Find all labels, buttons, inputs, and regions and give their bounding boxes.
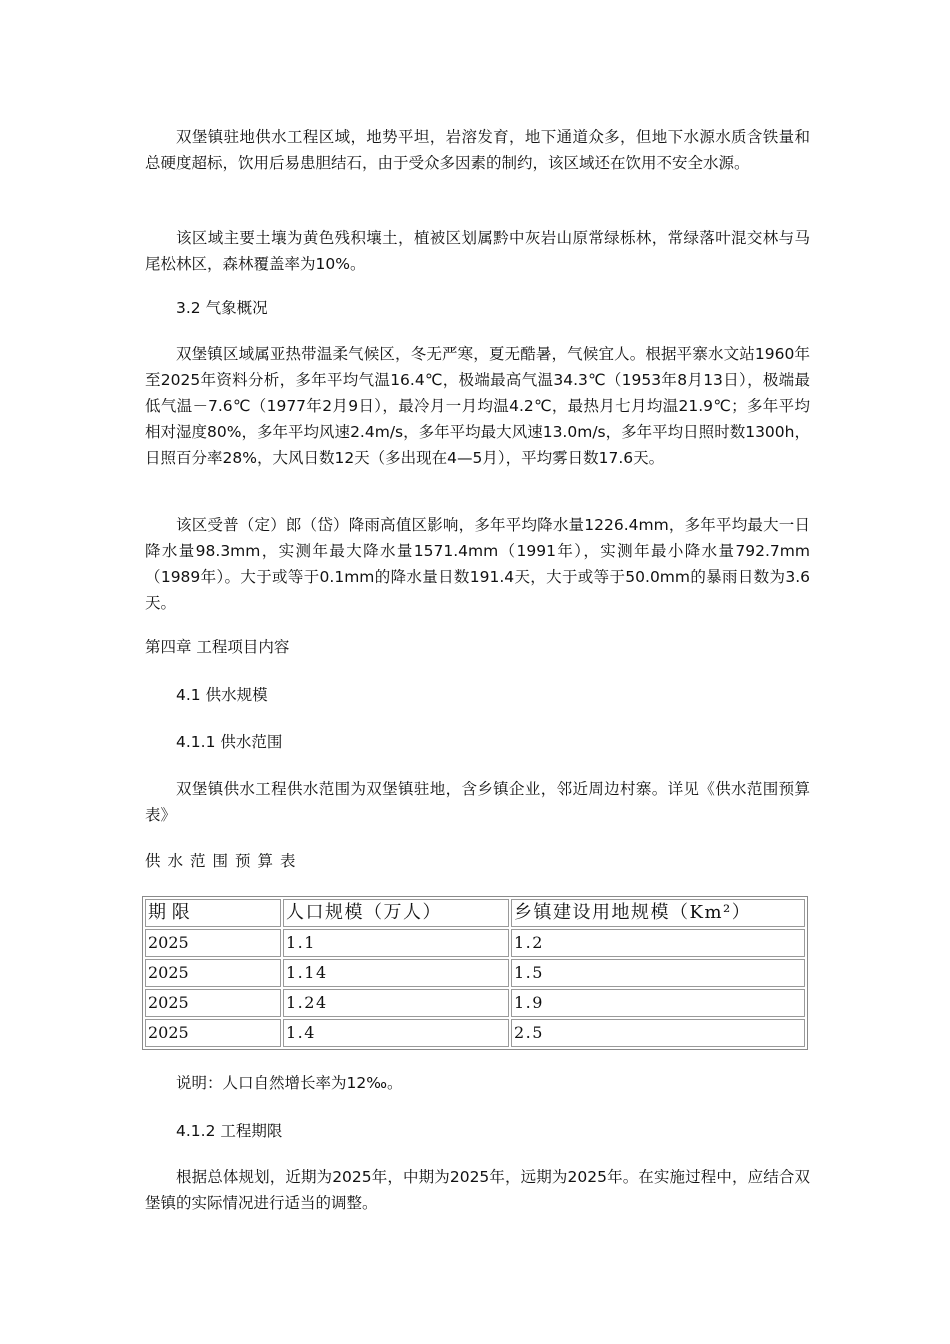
cell-population: 1.4 xyxy=(283,1019,509,1047)
table-title: 供水范围预算表 xyxy=(145,852,303,870)
paragraph-precipitation: 该区受普（定）郎（岱）降雨高值区影响，多年平均降水量1226.4mm，多年平均最大一日降水量98.3mm，实测年最大降水量1571.4mm（1991年），实测年最小降水量792.7mm（1989年）。大于或等于0.1mm的降水量日数191.4天，大于或等于50.0mm的暴雨日数为3.6天。 xyxy=(145,516,810,612)
cell-land-scale: 1.2 xyxy=(511,929,805,957)
cell-land-scale: 1.5 xyxy=(511,959,805,987)
cell-period: 2025 xyxy=(145,1019,281,1047)
cell-period: 2025 xyxy=(145,929,281,957)
cell-land-scale: 1.9 xyxy=(511,989,805,1017)
paragraph-water-source: 双堡镇驻地供水工程区域，地势平坦，岩溶发育，地下通道众多，但地下水源水质含铁量和总硬度超标，饮用后易患胆结石，由于受众多因素的制约，该区域还在饮用不安全水源。 xyxy=(145,128,810,172)
heading-4-1-2: 4.1.2 工程期限 xyxy=(176,1122,283,1140)
heading-4-1-1: 4.1.1 供水范围 xyxy=(176,733,283,751)
table-row xyxy=(145,929,805,957)
paragraph-project-period: 根据总体规划，近期为2025年，中期为2025年，远期为2025年。在实施过程中，应结合双堡镇的实际情况进行适当的调整。 xyxy=(145,1168,810,1212)
table-header-row xyxy=(145,899,805,927)
cell-population: 1.14 xyxy=(283,959,509,987)
budget-table xyxy=(142,896,808,1050)
header-land-scale: 乡镇建设用地规模（Km²） xyxy=(511,899,805,927)
table-note: 说明：人口自然增长率为12‰。 xyxy=(176,1074,403,1092)
cell-population: 1.24 xyxy=(283,989,509,1017)
header-period: 期 限 xyxy=(145,899,281,927)
header-population: 人口规模（万人） xyxy=(283,899,509,927)
paragraph-supply-range: 双堡镇供水工程供水范围为双堡镇驻地，含乡镇企业，邻近周边村寨。详见《供水范围预算表》 xyxy=(145,780,810,824)
table-row xyxy=(145,1019,805,1047)
paragraph-climate: 双堡镇区域属亚热带温柔气候区，冬无严寒，夏无酷暑，气候宜人。根据平寨水文站1960年至2025年资料分析，多年平均气温16.4℃，极端最高气温34.3℃（1953年8月13日），极端最低气温－7.6℃（1977年2月9日），最冷月一月均温4.2℃，最热月七月均温21.9℃；多年平均相对湿度80%，多年平均风速2.4m/s，多年平均最大风速13.0m/s，多年平均日照时数1300h，日照百分率28%，大风日数12天（多出现在4—5月），平均雾日数17.6天。 xyxy=(145,345,810,467)
table-row xyxy=(145,959,805,987)
cell-land-scale: 2.5 xyxy=(511,1019,805,1047)
heading-chapter-4: 第四章 工程项目内容 xyxy=(145,638,290,656)
cell-population: 1.1 xyxy=(283,929,509,957)
table-row xyxy=(145,989,805,1017)
heading-4-1: 4.1 供水规模 xyxy=(176,686,268,704)
cell-period: 2025 xyxy=(145,959,281,987)
heading-3-2: 3.2 气象概况 xyxy=(176,299,268,317)
cell-period: 2025 xyxy=(145,989,281,1017)
paragraph-soil-vegetation: 该区域主要土壤为黄色残积壤土，植被区划属黔中灰岩山原常绿栎林，常绿落叶混交林与马尾松林区，森林覆盖率为10%。 xyxy=(145,229,810,273)
